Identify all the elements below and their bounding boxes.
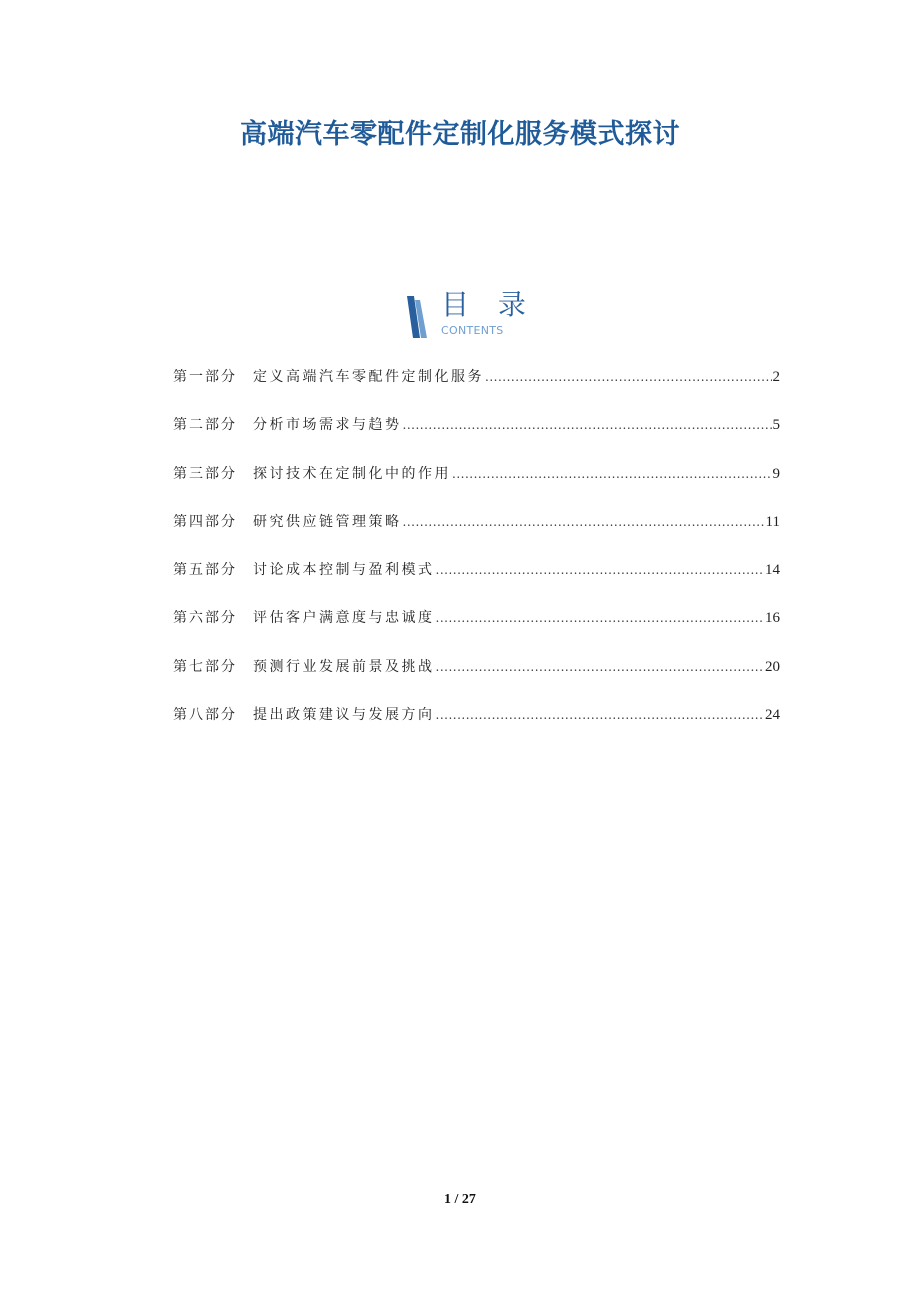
toc-page-number: 9 — [772, 465, 780, 482]
document-title: 高端汽车零配件定制化服务模式探讨 — [240, 119, 680, 150]
toc-dot-leader — [436, 656, 765, 678]
toc-page-number: 16 — [765, 610, 780, 627]
toc-entry-part-6[interactable] — [173, 607, 780, 655]
toc-part-label: 第一部分 — [173, 369, 237, 385]
toc-header — [405, 288, 536, 340]
toc-entry-part-8[interactable] — [173, 704, 780, 752]
toc-page-number: 5 — [772, 417, 780, 434]
toc-entry-title: 讨论成本控制与盈利模式 — [253, 562, 435, 579]
toc-entry-title: 分析市场需求与趋势 — [253, 417, 402, 434]
toc-entry-title: 定义高端汽车零配件定制化服务 — [253, 369, 484, 385]
contents-logo-icon — [405, 296, 431, 338]
toc-dot-leader — [403, 511, 765, 533]
toc-entry-part-3[interactable] — [173, 463, 780, 511]
table-of-contents — [173, 366, 780, 752]
toc-entry-part-2[interactable] — [173, 414, 780, 462]
toc-entry-title: 探讨技术在定制化中的作用 — [253, 465, 451, 482]
toc-entry-title: 提出政策建议与发展方向 — [253, 707, 435, 724]
toc-entry-title: 预测行业发展前景及挑战 — [253, 658, 435, 675]
toc-entry-part-1[interactable] — [173, 366, 780, 414]
toc-page-number: 24 — [765, 707, 780, 724]
toc-entry-part-5[interactable] — [173, 559, 780, 607]
toc-dot-leader — [436, 704, 765, 726]
toc-dot-leader — [436, 607, 765, 629]
toc-page-number: 2 — [772, 369, 780, 385]
toc-page-number: 14 — [765, 562, 780, 579]
toc-page-number: 11 — [765, 513, 780, 530]
page-number-footer: 1 / 27 — [444, 1192, 476, 1207]
toc-entry-title: 研究供应链管理策略 — [253, 513, 402, 530]
toc-entry-part-7[interactable] — [173, 656, 780, 704]
toc-part-label: 第八部分 — [173, 707, 237, 724]
toc-dot-leader — [485, 366, 772, 388]
toc-part-label: 第四部分 — [173, 513, 237, 530]
toc-dot-leader — [452, 463, 772, 485]
toc-heading: 目 录 — [441, 288, 536, 321]
toc-entry-part-4[interactable] — [173, 511, 780, 559]
toc-part-label: 第二部分 — [173, 417, 237, 434]
toc-dot-leader — [436, 559, 765, 581]
toc-part-label: 第三部分 — [173, 465, 237, 482]
toc-subheading: CONTENTS — [441, 324, 504, 337]
toc-entry-title: 评估客户满意度与忠诚度 — [253, 610, 435, 627]
toc-part-label: 第六部分 — [173, 610, 237, 627]
toc-dot-leader — [403, 414, 772, 436]
toc-part-label: 第五部分 — [173, 562, 237, 579]
toc-page-number: 20 — [765, 658, 780, 675]
toc-part-label: 第七部分 — [173, 658, 237, 675]
